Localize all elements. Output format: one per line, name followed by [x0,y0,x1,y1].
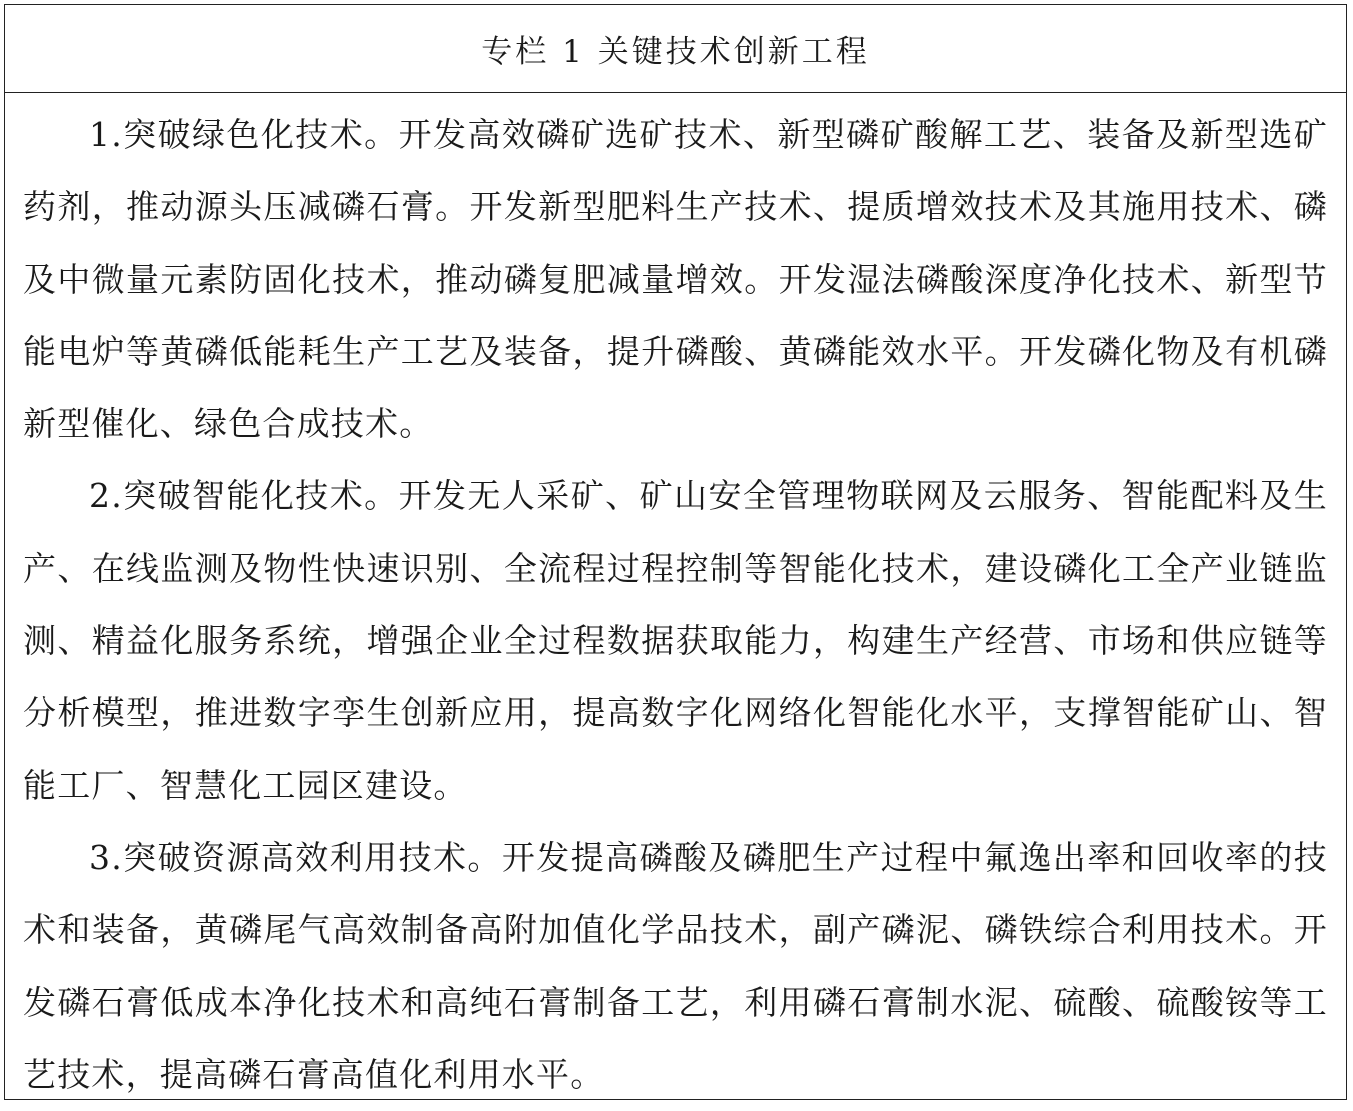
column-box [4,4,1347,1100]
paragraph-resource-tech: 3.突破资源高效利用技术。开发提高磷酸及磷肥生产过程中氟逸出率和回收率的技术和装备，黄磷尾气高效制备高附加值化学品技术，副产磷泥、磷铁综合利用技术。开发磷石膏低成本净化技术和高纯石膏制备工艺，利用磷石膏制水泥、硫酸、硫酸铵等工艺技术，提高磷石膏高值化利用水平。 [23,837,1328,1094]
column-body [5,93,1346,1111]
paragraph-green-tech: 1.突破绿色化技术。开发高效磷矿选矿技术、新型磷矿酸解工艺、装备及新型选矿药剂，推动源头压减磷石膏。开发新型肥料生产技术、提质增效技术及其施用技术、磷及中微量元素防固化技术，推动磷复肥减量增效。开发湿法磷酸深度净化技术、新型节能电炉等黄磷低能耗生产工艺及装备，提升磷酸、黄磷能效水平。开发磷化物及有机磷新型催化、绿色合成技术。 [23,115,1328,444]
column-title: 专栏 1 关键技术创新工程 [5,5,1346,93]
paragraph-smart-tech: 2.突破智能化技术。开发无人采矿、矿山安全管理物联网及云服务、智能配料及生产、在线监测及物性快速识别、全流程过程控制等智能化技术，建设磷化工全产业链监测、精益化服务系统，增强企业全过程数据获取能力，构建生产经营、市场和供应链等分析模型，推进数字孪生创新应用，提高数字化网络化智能化水平，支撑智能矿山、智能工厂、智慧化工园区建设。 [23,476,1328,805]
